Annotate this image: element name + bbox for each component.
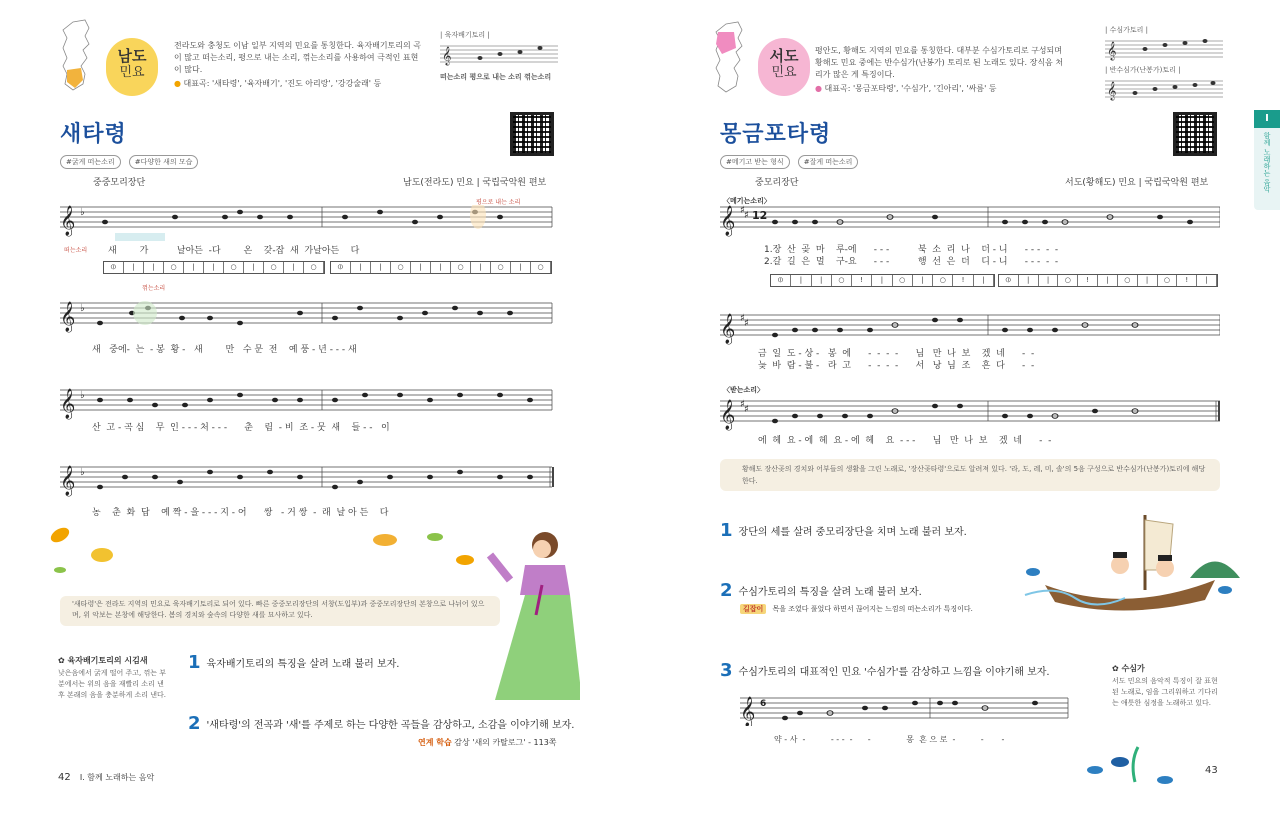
jangdan-notation: ⦶ | | ○ ! | ○ | ○ ! | xyxy=(998,274,1218,287)
svg-text:♯: ♯ xyxy=(740,205,745,216)
svg-text:𝄞: 𝄞 xyxy=(442,46,452,65)
chapter-side-tab[interactable]: I 함께 노래하는 음악 xyxy=(1254,110,1280,210)
svg-text:6: 6 xyxy=(760,699,767,709)
svg-text:𝄞: 𝄞 xyxy=(1107,81,1117,100)
side-note: ✿ 육자배기토리의 시김새 낮은음에서 굵게 떨어 주고, 꺾는 부분에서는 위의 음을 재빨리 소리 낸 후 본래의 음을 충분하게 소리 낸다. xyxy=(58,656,167,699)
region-intro: 평안도, 황해도 지역의 민요를 통칭한다. 대부분 수심가토리로 구성되며 황해도 민요 중에는 반수심가(난봉가) 토리로 된 노래도 있다. 장식음 처리가 많은 게 특징이다. ● 대표곡: '몽금포타령', '수심가', '긴아리', '싸름' 등 xyxy=(815,46,1064,93)
info-box: 황해도 장산곶의 경치와 어부들의 생활을 그린 노래로, '장산곶타령'으로도 알려져 있다. '라, 도, 레, 미, 솔'의 5음 구성으로 반수심가(난봉가)토리에 해당한다. xyxy=(720,459,1220,491)
susimga-scale-staff xyxy=(1105,35,1225,61)
tag[interactable]: #메기고 받는 형식 xyxy=(720,155,790,169)
song-source: 남도(전라도) 민요 | 국립국악원 편보 xyxy=(403,178,547,188)
lyrics-line: 새 중에- 는 - 봉 황 - 새 만 수 문 전 예 풍 - 년 - - - 새 xyxy=(92,345,357,355)
svg-text:♯: ♯ xyxy=(744,404,749,415)
svg-text:𝄞: 𝄞 xyxy=(60,389,76,419)
representative-songs: 대표곡: '새타령', '육자배기', '진도 아리랑', '강강술래' 등 xyxy=(183,79,382,88)
tag[interactable]: #굵게 떠는소리 xyxy=(60,155,121,169)
song-source: 서도(황해도) 민요 | 국립국악원 편보 xyxy=(1065,178,1209,188)
region-label: 민요 xyxy=(771,65,797,80)
fish-seaweed-illustration xyxy=(1080,742,1180,787)
question-1: 1 육자배기토리의 특징을 살려 노래 불러 보자. xyxy=(188,652,400,673)
song-title: 새타령 xyxy=(60,122,127,147)
tag-list xyxy=(60,149,201,169)
qr-code[interactable] xyxy=(510,112,554,156)
region-badge-seodo xyxy=(758,38,810,96)
question-2: 2 수심가토리의 특징을 살려 노래 불러 보자. xyxy=(720,580,922,601)
call-label: 〈메기는소리〉 xyxy=(723,197,771,205)
pyeong-annotation: 평으로 내는 소리 xyxy=(476,199,521,206)
question-1: 1 장단의 세를 살려 중모리장단을 치며 노래 불러 보자. xyxy=(720,520,967,541)
svg-text:♯: ♯ xyxy=(744,210,749,221)
footer xyxy=(58,765,154,784)
lyrics-line: 2.갈 길 은 멀 구-요 - - - 행 선 은 더 디 - 니 - - - - - xyxy=(764,257,1059,267)
jangdan-label: 중모리장단 xyxy=(755,178,799,188)
svg-text:𝄞: 𝄞 xyxy=(60,302,76,332)
lyrics-line: 1.장 산 곶 마 루-에 - - - 북 소 리 나 더 - 니 - - - - - xyxy=(764,245,1059,255)
response-label: 〈받는소리〉 xyxy=(723,386,765,394)
question-2: 2 '새타령'의 전곡과 '새'를 주제로 하는 다양한 곡들을 감상하고, 소감을 이야기해 보자. xyxy=(188,713,575,734)
svg-text:♭: ♭ xyxy=(80,390,85,401)
svg-text:♯: ♯ xyxy=(740,313,745,324)
svg-text:♯: ♯ xyxy=(740,399,745,410)
bansusimga-scale-staff xyxy=(1105,75,1225,101)
lyrics-line: 늦 바 람 - 불 - 라 고 - - - - 서 낭 님 조 흔 다 - - xyxy=(758,361,1035,371)
scale-box: | 육자배기토리 | 𝄞 떠는소리 평으로 내는 소리 꺾는소리 xyxy=(440,30,560,80)
right-page xyxy=(640,0,1280,814)
svg-text:𝄞: 𝄞 xyxy=(60,206,76,236)
tag[interactable]: #다양한 새의 모습 xyxy=(129,155,199,169)
page-number: 42 xyxy=(58,772,71,783)
kkeok-annotation: 꺾는소리 xyxy=(142,285,166,292)
jangdan-label: 중중모리장단 xyxy=(93,178,146,188)
svg-text:♭: ♭ xyxy=(80,467,85,478)
lyrics-line: 농 춘 화 답 예 짝 - 을 - - - 지 - 어 쌍 - 거 쌍 - 래 날 아 든 다 xyxy=(92,508,389,518)
chapter-title: I. 함께 노래하는 음악 xyxy=(79,773,155,782)
jangdan-notation: ⦶ | | ○ ! | ○ | ○ ! | xyxy=(770,274,995,287)
qr-code[interactable] xyxy=(1173,112,1217,156)
birds-illustration xyxy=(40,515,480,595)
svg-text:𝄞: 𝄞 xyxy=(720,314,736,344)
lyrics-line: 금 일 도 - 상 - 봉 에 - - - - 님 만 나 보 겠 네 - - xyxy=(758,349,1035,359)
jangdan-notation: ⦶ | | ○ | | ○ | ○ | ○ xyxy=(330,261,552,274)
svg-text:𝄞: 𝄞 xyxy=(720,206,736,236)
question-3: 3 수심가토리의 대표적인 민요 '수심가'를 감상하고 느낌을 이야기해 보자. xyxy=(720,660,1050,681)
lyrics-line: 약 - 사 - - - - - - 몽 혼 으 로 - - - xyxy=(774,735,1005,744)
fishing-boat-illustration xyxy=(1015,510,1245,615)
svg-text:𝄞: 𝄞 xyxy=(740,697,756,726)
region-badge-namdo xyxy=(106,38,158,96)
side-note: ✿ 수심가 서도 민요의 음악적 특징이 잘 표현된 노래로, 임을 그리워하고 기다리는 애틋한 심정을 노래하고 있다. xyxy=(1112,664,1218,707)
tteon-annotation: 떠는소리 xyxy=(64,247,88,254)
mongumpo-taryeong-score xyxy=(720,205,1220,445)
svg-text:𝄞: 𝄞 xyxy=(1107,41,1117,60)
scale-box: | 수심가토리 | 𝄞 | 반수심가(난봉가)토리 | 𝄞 xyxy=(1105,25,1225,105)
region-name: 남도 xyxy=(117,47,147,65)
note-icon: ✿ xyxy=(1112,664,1119,673)
page-number: 43 xyxy=(1205,765,1218,776)
note-icon: ✿ xyxy=(58,656,65,665)
region-intro: 전라도와 충청도 이남 일부 지역의 민요를 통칭한다. 육자배기토리의 곡이 많고 떠는소리, 평으로 내는 소리, 꺾는소리를 사용하여 극적인 표현이 많다. ● 대표곡: '새타령', '육자배기', '진도 아리랑', '강강술래' 등 xyxy=(174,41,421,88)
tag-list xyxy=(720,149,861,169)
song-title: 몽금포타령 xyxy=(720,122,832,147)
hint: 길잡이 목을 조였다 풀었다 하면서 끊어지는 느낌의 떠는소리가 특징이다. xyxy=(740,604,973,614)
svg-text:♭: ♭ xyxy=(80,207,85,218)
lyrics-line: 에 헤 요 - 에 헤 요 - 에 헤 요 - - - 님 만 나 보 겠 네 - - xyxy=(758,436,1052,446)
related-learning[interactable]: 연계 학습 감상 '새의 카탈로그' - 113쪽 xyxy=(418,738,557,747)
svg-text:♭: ♭ xyxy=(80,303,85,314)
svg-text:𝄞: 𝄞 xyxy=(60,466,76,496)
scale-staff xyxy=(440,40,560,68)
lyrics-line: 새 가 날아든 -다 온 갖-잡 새 가날아든 다 xyxy=(108,246,360,256)
korea-map-seodo-icon xyxy=(708,20,758,100)
susimga-score xyxy=(740,690,1070,726)
representative-songs: 대표곡: '몽금포타령', '수심가', '긴아리', '싸름' 등 xyxy=(824,84,997,93)
region-label: 민요 xyxy=(119,65,145,80)
region-name: 서도 xyxy=(769,47,799,65)
info-box: '새타령'은 전라도 지역의 민요로 육자배기토리로 되어 있다. 빠른 중중모리장단의 서창(도입부)과 중중모리장단의 본창으로 나뉘어 있으며, 위 악보는 본창에 해당한다. 봄의 경치와 숲속의 다양한 새를 묘사하고 있다. xyxy=(60,596,500,626)
lyrics-line: 산 고 - 곡 심 무 인 - - - 처 - - - 춘 림 - 비 조 - 뭇 새 들 - - 이 xyxy=(92,423,390,433)
korea-map-namdo-icon xyxy=(55,18,105,98)
tag[interactable]: #잘게 떠는소리 xyxy=(798,155,859,169)
svg-text:♯: ♯ xyxy=(744,318,749,329)
svg-text:𝄞: 𝄞 xyxy=(720,400,736,430)
svg-text:12: 12 xyxy=(752,209,768,222)
jangdan-notation: ⦶ | | ○ | | ○ | ○ | ○ xyxy=(103,261,325,274)
